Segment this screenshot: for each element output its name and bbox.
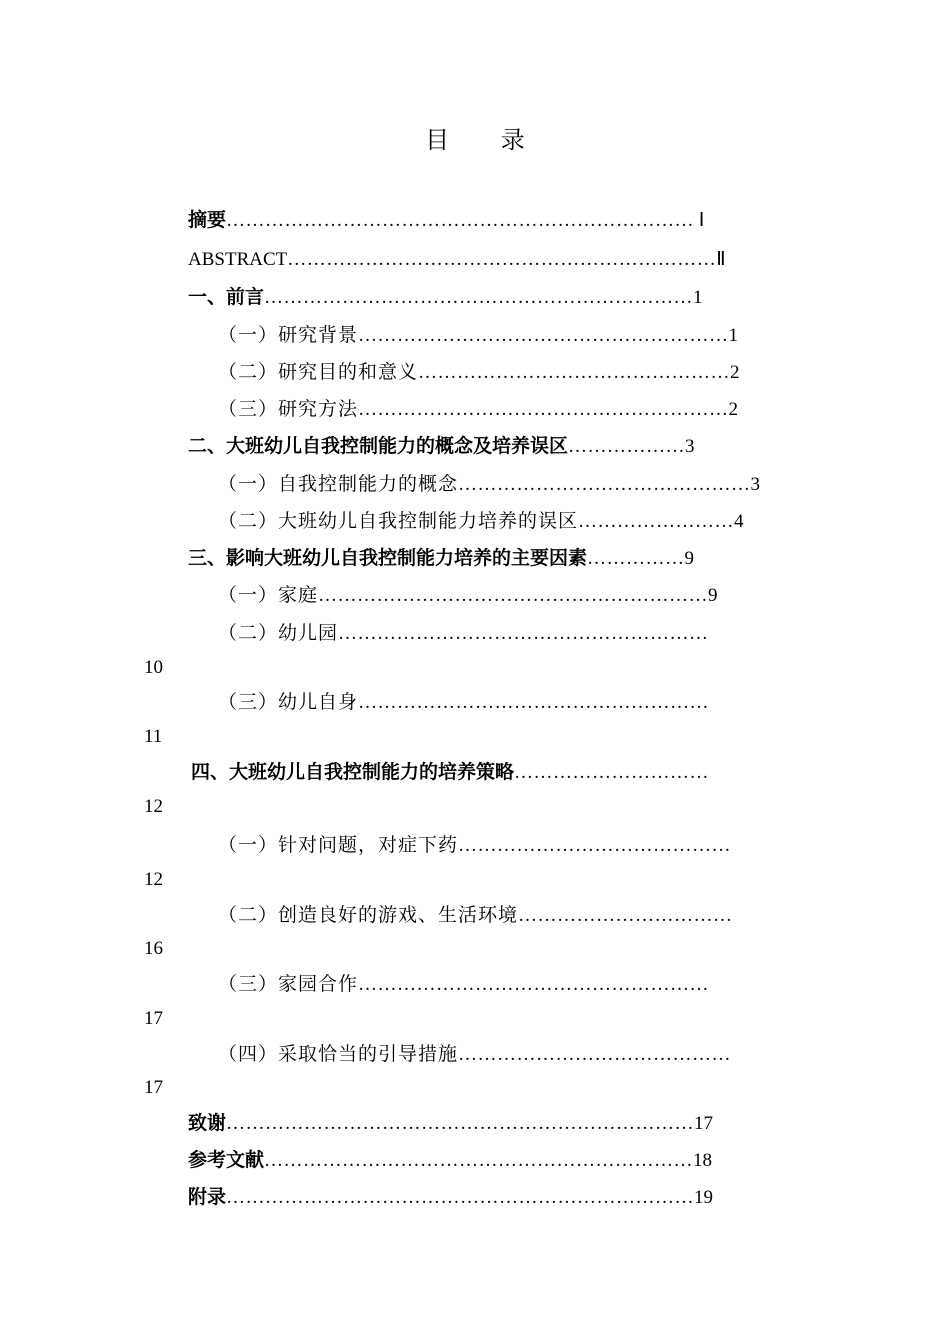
toc-page: Ⅱ — [716, 249, 726, 270]
toc-label: （二）研究目的和意义 — [218, 361, 419, 383]
toc-leader: ……………………………………………………………… — [226, 1187, 695, 1208]
toc-label: 附录 — [188, 1186, 227, 1208]
toc-leader: …………………………………………………… — [318, 585, 709, 606]
toc-page: Ⅰ — [694, 210, 705, 231]
toc-entry-3-2[interactable] — [218, 620, 709, 647]
toc-label: 致谢 — [188, 1112, 227, 1134]
toc-label: 三、影响大班幼儿自我控制能力培养的主要因素 — [188, 547, 588, 569]
toc-entry-4-2[interactable] — [218, 902, 733, 929]
toc-label: （四）采取恰当的引导措施 — [218, 1043, 459, 1065]
toc-leader: …………………… — [578, 511, 735, 532]
toc-page: 17 — [144, 1008, 163, 1029]
toc-page: 19 — [694, 1187, 714, 1208]
toc-page: 1 — [728, 325, 739, 346]
toc-entry-1-3[interactable] — [218, 396, 738, 423]
toc-entry-section-4[interactable] — [191, 759, 709, 786]
page-title: 目 录 — [425, 126, 547, 154]
toc-page: 1 — [693, 287, 703, 308]
toc-leader: ……………… — [568, 436, 686, 457]
toc-leader: ………………………………………………………… — [264, 287, 694, 308]
toc-label: 摘要 — [188, 209, 227, 231]
toc-page: 2 — [728, 399, 739, 420]
toc-label: 参考文献 — [188, 1149, 265, 1171]
toc-page: 4 — [734, 511, 744, 532]
toc-label: （三）家园合作 — [218, 973, 359, 995]
toc-page: 12 — [144, 796, 163, 817]
toc-label: （三）幼儿自身 — [218, 691, 359, 713]
toc-leader: ……………………………………………………………… — [226, 1113, 695, 1134]
toc-entry-4-4[interactable] — [218, 1041, 731, 1068]
toc-entry-abstract-cn[interactable] — [188, 207, 704, 234]
toc-label: （二）大班幼儿自我控制能力培养的误区 — [218, 510, 579, 532]
toc-leader: ………………………………………………………… — [287, 249, 717, 270]
toc-label: （一）研究背景 — [218, 324, 359, 346]
toc-entry-1-1[interactable] — [218, 322, 738, 349]
toc-leader: …………………………… — [518, 905, 733, 926]
toc-leader: ……………………………………………… — [358, 692, 710, 713]
toc-page: 9 — [708, 585, 718, 606]
toc-page: 10 — [144, 657, 163, 678]
toc-leader: ………………………………………… — [418, 362, 731, 383]
toc-leader: ………………………………………………… — [358, 325, 729, 346]
toc-page: 3 — [685, 436, 695, 457]
toc-leader: ………………………………………………… — [358, 399, 729, 420]
toc-leader: ……………………………………… — [458, 474, 751, 495]
toc-page: 9 — [684, 548, 695, 569]
toc-leader: ………………………………………………………… — [264, 1150, 694, 1171]
toc-label: （一）家庭 — [218, 584, 319, 606]
toc-label: （三）研究方法 — [218, 398, 359, 420]
toc-leader: ………………………………………………… — [338, 623, 709, 644]
toc-label: （二）幼儿园 — [218, 622, 339, 644]
toc-leader: ……………………………………………………………… — [226, 210, 695, 231]
toc-label: （一）针对问题，对症下药 — [218, 834, 459, 856]
toc-leader: ………………………… — [514, 762, 710, 783]
toc-entry-appendix[interactable] — [188, 1184, 713, 1211]
toc-leader: …………………………………… — [458, 835, 732, 856]
toc-leader: …………………………………… — [458, 1044, 732, 1065]
toc-page: 17 — [144, 1077, 163, 1098]
toc-entry-section-1[interactable] — [188, 284, 703, 311]
toc-label: 四、大班幼儿自我控制能力的培养策略 — [191, 761, 515, 783]
toc-page: 16 — [144, 938, 163, 959]
toc-entry-1-2[interactable] — [218, 359, 740, 386]
toc-entry-3-3[interactable] — [218, 689, 709, 716]
toc-entry-section-2[interactable] — [188, 433, 695, 460]
toc-label: 二、大班幼儿自我控制能力的概念及培养误区 — [188, 435, 569, 457]
toc-entry-3-1[interactable] — [218, 582, 718, 609]
toc-label: ABSTRACT — [188, 249, 288, 270]
toc-leader: ……………………………………………… — [358, 974, 710, 995]
toc-page: 11 — [144, 726, 163, 747]
toc-label: 一、前言 — [188, 286, 265, 308]
toc-page: 3 — [750, 474, 761, 495]
toc-entry-abstract-en[interactable] — [188, 246, 726, 273]
toc-entry-2-1[interactable] — [218, 471, 760, 498]
toc-label: （一）自我控制能力的概念 — [218, 473, 459, 495]
toc-entry-section-3[interactable] — [188, 545, 694, 572]
toc-leader: …………… — [587, 548, 685, 569]
toc-page: 2 — [730, 362, 740, 383]
toc-entry-2-2[interactable] — [218, 508, 744, 535]
toc-entry-acknowledgements[interactable] — [188, 1110, 713, 1137]
toc-entry-4-3[interactable] — [218, 971, 709, 998]
toc-entry-4-1[interactable] — [218, 832, 731, 859]
toc-page: 18 — [693, 1150, 713, 1171]
toc-page: 12 — [144, 869, 163, 890]
toc-entry-references[interactable] — [188, 1147, 712, 1174]
toc-page: 17 — [694, 1113, 714, 1134]
toc-label: （二）创造良好的游戏、生活环境 — [218, 904, 519, 926]
